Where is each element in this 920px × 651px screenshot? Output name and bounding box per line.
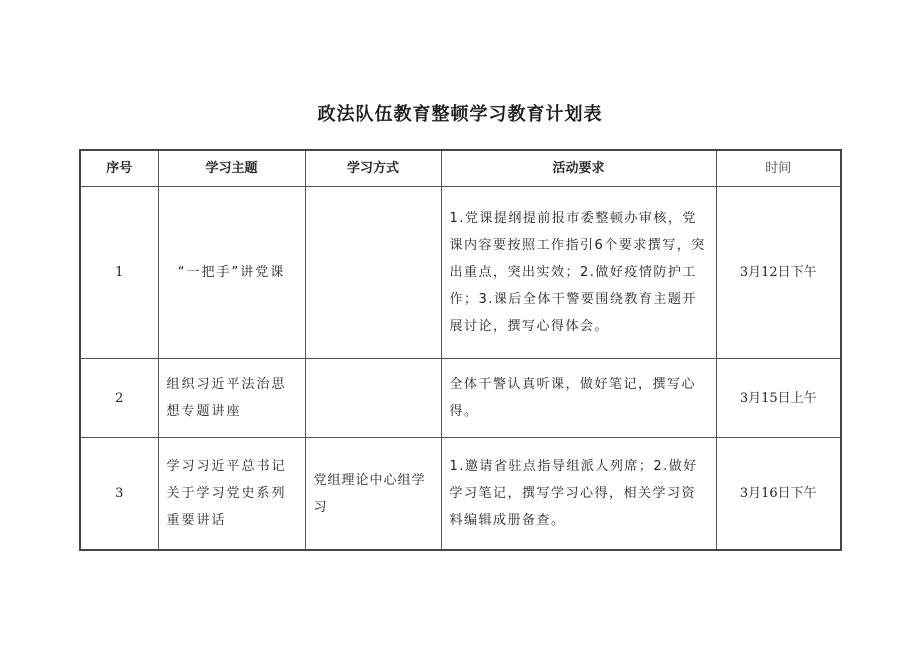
table-row	[80, 438, 841, 551]
row-topic: “一把手”讲党课	[158, 187, 305, 359]
row-no: 2	[80, 359, 158, 438]
header-no: 序号	[80, 150, 158, 187]
row-topic: 学习习近平总书记关于学习党史系列重要讲话	[158, 438, 305, 551]
row-time: 3月12日下午	[716, 187, 841, 359]
table-header-row	[80, 150, 841, 187]
header-requirement: 活动要求	[441, 150, 716, 187]
row-requirement: 1.邀请省驻点指导组派人列席；2.做好学习笔记，撰写学习心得，相关学习资料编辑成册备查。	[441, 438, 716, 551]
row-time: 3月16日下午	[716, 438, 841, 551]
row-topic: 组织习近平法治思想专题讲座	[158, 359, 305, 438]
row-no: 1	[80, 187, 158, 359]
row-requirement: 1.党课提纲提前报市委整顿办审核，党课内容要按照工作指引6个要求撰写，突出重点，突出实效；2.做好疫情防护工作；3.课后全体干警要围绕教育主题开展讨论，撰写心得体会。	[441, 187, 716, 359]
row-method: 党组理论中心组学习	[305, 438, 441, 551]
header-method: 学习方式	[305, 150, 441, 187]
header-topic: 学习主题	[158, 150, 305, 187]
study-plan-table	[79, 149, 842, 551]
table-row	[80, 187, 841, 359]
row-no: 3	[80, 438, 158, 551]
document-title: 政法队伍教育整顿学习教育计划表	[317, 104, 603, 125]
header-time: 时间	[716, 150, 841, 187]
row-method	[305, 359, 441, 438]
row-method	[305, 187, 441, 359]
row-time: 3月15日上午	[716, 359, 841, 438]
row-requirement: 全体干警认真听课，做好笔记，撰写心得。	[441, 359, 716, 438]
table-row	[80, 359, 841, 438]
